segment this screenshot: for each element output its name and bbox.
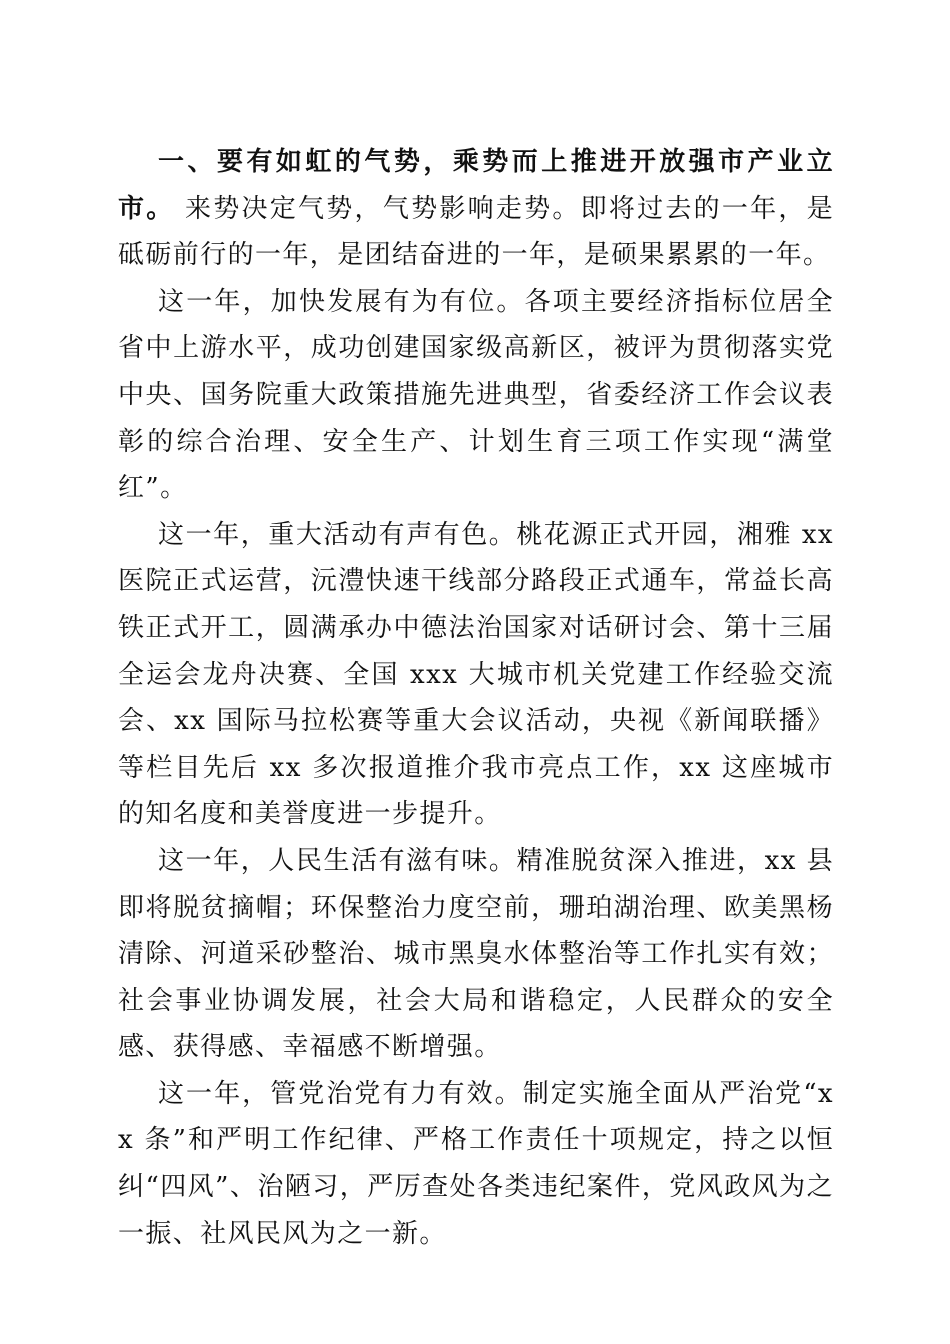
paragraph-text: 这一年，重大活动有声有色。桃花源正式开园，湘雅 xx 医院正式运营，沅澧快速干线部分路段正式通车，常益长高铁正式开工，圆满承办中德法治国家对话研讨会、第十三届全运会龙舟决赛、全国 xxx 大城市机关党建工作经验交流会、xx 国际马拉松赛等重大会议活动，央视《新闻联播》等栏目先后 xx 多次报道推介我市亮点工作，xx 这座城市的知名度和美誉度进一步提升。 <box>118 519 834 830</box>
paragraph-2 <box>118 279 834 512</box>
paragraph-text: 这一年，加快发展有为有位。各项主要经济指标位居全省中上游水平，成功创建国家级高新区，被评为贯彻落实党中央、国务院重大政策措施先进典型，省委经济工作会议表彰的综合治理、安全生产、计划生育三项工作实现“满堂红”。 <box>118 286 834 504</box>
paragraph-text: 这一年，管党治党有力有效。制定实施全面从严治党“xx 条”和严明工作纪律、严格工作责任十项规定，持之以恒纠“四风”、治陋习，严厉查处各类违纪案件，党风政风为之一振、社风民风为之一新。 <box>118 1078 834 1249</box>
paragraph-3 <box>118 512 834 838</box>
paragraph-5 <box>118 1071 834 1257</box>
paragraph-text: 来势决定气势，气势影响走势。即将过去的一年，是砥砺前行的一年，是团结奋进的一年，是硕果累累的一年。 <box>118 193 835 271</box>
paragraph-text: 这一年，人民生活有滋有味。精准脱贫深入推进，xx 县即将脱贫摘帽；环保整治力度空前，珊珀湖治理、欧美黑杨清除、河道采砂整治、城市黑臭水体整治等工作扎实有效；社会事业协调发展，社会大局和谐稳定，人民群众的安全感、获得感、幸福感不断增强。 <box>118 845 834 1063</box>
paragraph-1 <box>118 139 834 279</box>
document-page <box>118 139 834 1257</box>
section-heading: 一、要有如虹的气势，乘势而上推进开放强市产业立市。 <box>118 147 834 224</box>
paragraph-4 <box>118 838 834 1071</box>
